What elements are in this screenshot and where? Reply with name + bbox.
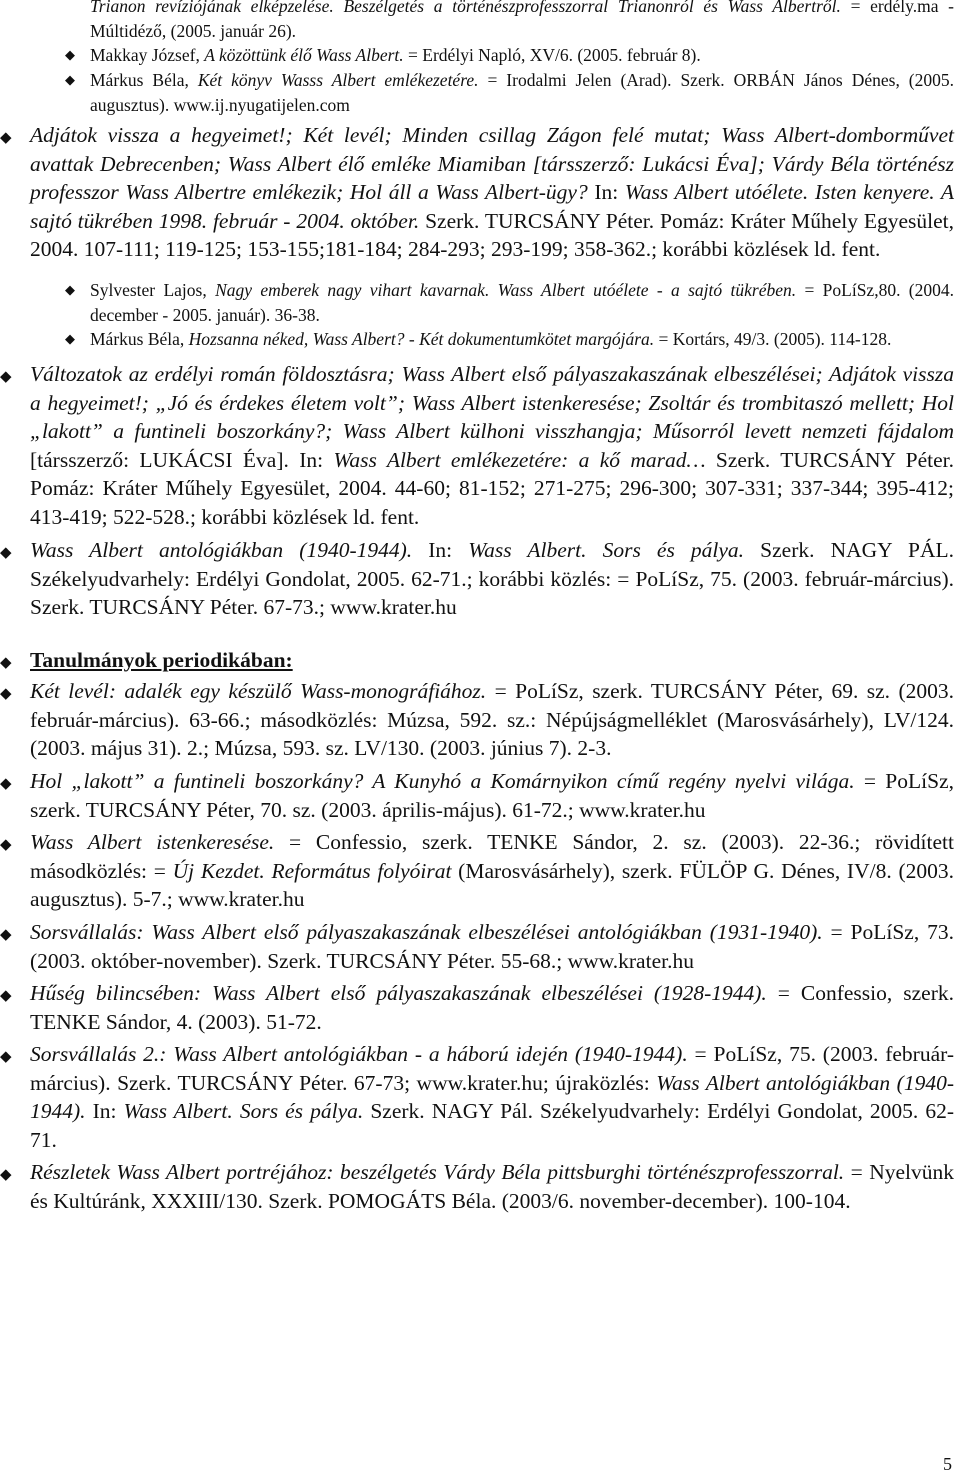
title-segment: Sorsvállalás 2.: Wass Albert antológiákban - a háború idején (1940-1944). [30,1042,688,1066]
bib-entry [30,536,954,622]
title-segment: Wass Albert emlékezetére: a kő marad… [333,447,706,472]
diamond-bullet-icon [0,679,12,708]
text-segment: In: [412,538,469,562]
title-segment: Változatok az erdélyi román földosztásra; Wass Albert első pályaszakaszának elbeszélései; Adjátok vissza a hegyeimet!; „Jó és érdekes életem volt”; Wass Albert istenkeresése; Zsoltár és trombitaszó mellett; Hol „lakott” a funtineli boszorkány?; Wass Albert külhoni visszhangja; Műsorról levett nemzeti fájdalom [30,362,954,444]
text-segment: = Nyelvünk és Kultúránk, XXXIII/130. Szerk. POMOGÁTS Béla. (2003/6. november-december). 100-104. [30,1160,954,1213]
diamond-bullet-icon [0,1042,12,1071]
text-segment: Makkay József, [90,45,205,65]
entry-text [90,43,954,68]
entry-text [30,1040,954,1154]
diamond-bullet-icon [0,123,12,152]
entry-text [90,0,954,43]
bib-entry [30,828,954,914]
entry-text [30,918,954,975]
entry-text [90,278,954,327]
bib-entry [90,68,954,117]
text-segment: [társszerző: LUKÁCSI Éva]. In: [30,447,334,472]
section-heading [30,646,954,675]
diamond-bullet-icon [0,830,12,859]
text-segment: = Kortárs, 49/3. (2005). 114-128. [654,329,892,349]
text-segment: Szerk. NAGY Pál. Székelyudvarhely: Erdélyi Gondolat, 2005. 62-71. [30,1099,954,1152]
title-segment: Hozsanna néked, Wass Albert? - Két dokumentumkötet margójára. [188,329,655,349]
text-segment: = Confessio, szerk. TENKE Sándor, 4. (2003). 51-72. [30,981,954,1034]
bib-entry [30,767,954,824]
text-segment: Tanulmányok periodikában: [30,648,293,672]
title-segment: Két levél: adalék egy készülő Wass-monográfiához. [30,679,487,703]
text-segment: = PoLíSz, szerk. TURCSÁNY Péter, 69. sz. (2003. február-március). 63-66.; másodközlés: Múzsa, 592. sz.: Népújságmelléklet (Marosvásárhely), LV/124. (2003. május 31). 2.; Múzsa, 593. sz. LV/130. (2003. június 7). 2-3. [30,679,954,761]
diamond-bullet-icon [65,328,75,353]
diamond-bullet-icon [0,920,12,949]
bib-entry [30,121,954,264]
bib-entry [30,1158,954,1215]
text-segment: = PoLíSz, szerk. TURCSÁNY Péter, 70. sz. (2003. április-május). 61-72.; www.krater.hu [30,769,954,822]
text-segment: Sylvester Lajos, [90,280,216,300]
title-segment: Wass Albert. Sors és pálya. [123,1099,364,1124]
title-segment: Wass Albert antológiákban (1940-1944). [30,538,413,562]
title-segment: Részletek Wass Albert portréjához: beszélgetés Várdy Béla pittsburghi történészprofesszorral. [30,1160,845,1184]
text-segment: = Irodalmi Jelen (Arad). Szerk. ORBÁN János Dénes, (2005. augusztus). www.ij.nyugatijelen.com [90,70,954,115]
text-segment: Szerk. TURCSÁNY Péter. Pomáz: Kráter Műhely Egyesület, 2004. 44-60; 81-152; 271-275; 296-300; 307-331; 337-344; 395-412; 413-419; 522-528.; korábbi közlések ld. fent. [30,447,954,529]
title-segment: Hol „lakott” a funtineli boszorkány? A Kunyhó a Komárnyikon című regény nyelvi világa. [30,769,855,793]
bib-entry [90,0,954,43]
text-segment: = Confessio, szerk. TENKE Sándor, 2. sz. (2003). 22-36.; rövidített másodközlés: = [30,830,954,883]
bib-entry [30,360,954,532]
text-segment: Szerk. NAGY PÁL. Székelyudvarhely: Erdélyi Gondolat, 2005. 62-71.; korábbi közlés: = PoLíSz, 75. (2003. február-március). Szerk. TURCSÁNY Péter. 67-73.; www.krater.hu [30,538,954,620]
text-segment: In: [587,180,625,205]
title-segment: Új Kezdet. Református folyóirat [172,858,452,883]
diamond-bullet-icon [0,538,12,567]
entry-text [30,979,954,1036]
entry-text [30,677,954,763]
text-segment: (Marosvásárhely), szerk. FÜLÖP G. Dénes, IV/8. (2003. augusztus). 5-7.; www.krater.hu [30,858,954,912]
title-segment: Hűség bilincsében: Wass Albert első pályaszakaszának elbeszélései (1928-1944). [30,981,767,1005]
entry-text [90,327,954,352]
title-segment: Nagy emberek nagy vihart kavarnak. Wass Albert utóélete - a sajtó tükrében. [215,280,797,300]
entry-text [30,646,954,675]
page-number: 5 [943,1454,952,1474]
title-segment: Adjátok vissza a hegyeimet!; Két levél; Minden csillag Zágon felé mutat; Wass Albert-domborművet avattak Debrecenben; Wass Albert élő emléke Miamiban [társszerző: Lukácsi Éva]; Várdy Béla történész professzor Wass Albertre emlékezik; Hol áll a Wass Albert-ügy? [30,123,954,205]
entry-text [30,360,954,532]
title-segment: Wass Albert antológiákban (1940-1944). [30,1070,954,1124]
diamond-bullet-icon [65,44,75,69]
diamond-bullet-icon [65,279,75,304]
entry-text [30,121,954,264]
bib-entry [90,43,954,68]
text-segment: = erdély.ma - Múltidéző, (2005. január 26). [90,0,954,41]
diamond-bullet-icon [0,362,12,391]
title-segment: Sorsvállalás: Wass Albert első pályaszakaszának elbeszélései antológiákban (1931-1940). [30,920,823,944]
bib-entry [30,918,954,975]
diamond-bullet-icon [0,1160,12,1189]
text-segment: = PoLíSz,80. (2004. december - 2005. január). 36-38. [90,280,954,325]
diamond-bullet-icon [0,769,12,798]
diamond-bullet-icon [0,981,12,1010]
title-segment: Wass Albert. Sors és pálya. [468,538,745,562]
title-segment: A közöttünk élő Wass Albert. [204,45,404,65]
title-segment: Wass Albert istenkeresése. [30,830,275,854]
entry-text [30,536,954,622]
bib-entry [30,677,954,763]
entry-text [30,1158,954,1215]
bib-entry [30,979,954,1036]
bib-entry [30,1040,954,1154]
text-segment: Márkus Béla, [90,70,198,90]
text-segment: In: [85,1099,124,1124]
entry-text [30,828,954,914]
title-segment: Wass Albert utóélete. Isten kenyere. A sajtó tükrében 1998. február - 2004. október. [30,180,954,233]
bib-entry [90,278,954,327]
entry-text [90,68,954,117]
title-segment: Két könyv Wasss Albert emlékezetére. [197,70,479,90]
diamond-bullet-icon [0,648,12,677]
text-segment: Szerk. TURCSÁNY Péter. Pomáz: Kráter Műhely Egyesület, 2004. 107-111; 119-125; 153-155;181-184; 284-293; 293-199; 358-362.; korábbi közlések ld. fent. [30,208,954,262]
bib-entry [90,327,954,352]
text-segment: = PoLíSz, 75. (2003. február-március). Szerk. TURCSÁNY Péter. 67-73; www.krater.hu; újraközlés: [30,1042,954,1095]
entry-text [30,767,954,824]
text-segment: = PoLíSz, 73. (2003. október-november). Szerk. TURCSÁNY Péter. 55-68.; www.krater.hu [30,920,954,973]
text-segment: Márkus Béla, [90,329,189,349]
title-segment: Trianon revíziójának elképzelése. Beszélgetés a történészprofesszorral Trianonról és Wass Albertről. [90,0,851,16]
diamond-bullet-icon [65,69,75,94]
text-segment: = Erdélyi Napló, XV/6. (2005. február 8). [403,45,701,65]
